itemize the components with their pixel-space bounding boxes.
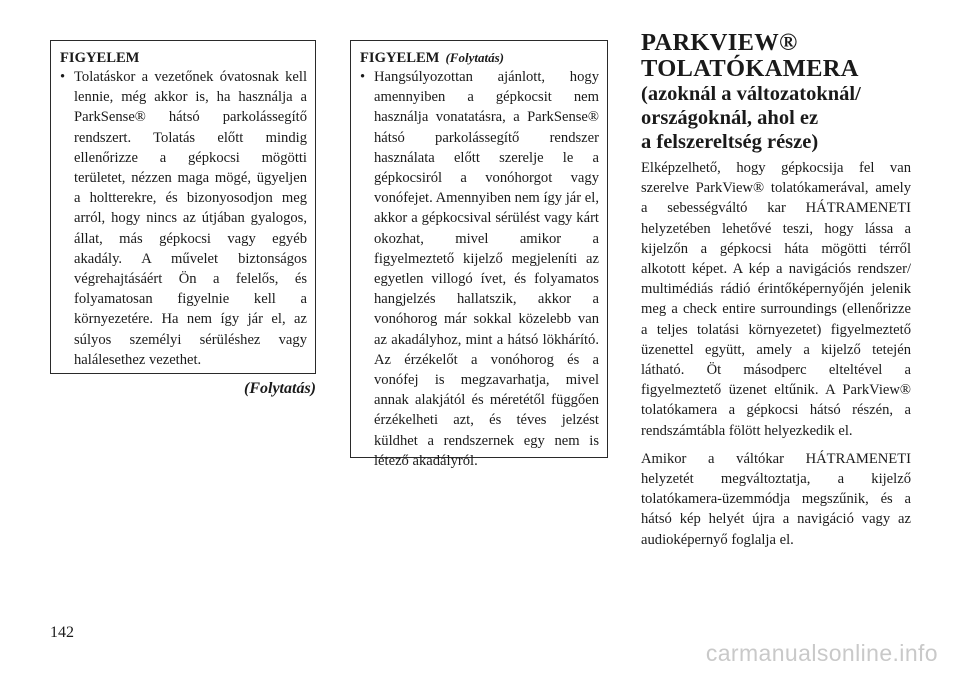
warning-title: FIGYELEM: [60, 50, 140, 66]
warning-text: Tolatáskor a vezetőnek óvatosnak kell lennie, még akkor is, ha használja a ParkSense® hátsó parkolássegítő rendszert. Tolatás előtt mindig ellenőrizze a gépkocsi mögötti területet, nézzen maga mögé, ügyeljen a holtterekre, és bizonyosodjon meg arról, hogy nincs az útjában gyalogos, állat, más gépkocsi vagy egyéb akadály. A művelet biztonságos végrehajtásáért Ön a felelős, és folyamatosan figyelnie kell a környezetére. Ha nem így jár el, az súlyos személyi sérüléshez vagy halálesethez vezethet.: [74, 69, 307, 368]
section-heading-line2: TOLATÓKAMERA: [641, 55, 859, 82]
warning-bullet-item: [60, 67, 307, 370]
page-number: 142: [50, 624, 74, 641]
section-subheading-line2: országoknál, ahol ez: [641, 107, 819, 129]
warning-box-1: [50, 40, 316, 374]
warning-title-text: FIGYELEM: [360, 50, 440, 66]
section-heading-line1: PARKVIEW®: [641, 29, 798, 56]
body-paragraph-1: Elképzelhető, hogy gépkocsija fel van szerelve ParkView® tolatókamerával, amely a sebességváltó kar HÁTRAMENETI helyzetében lehetővé teszi, hogy lássa a kijelzőn a gépkocsi háta mögötti térről alkotott képet. A kép a navigációs rendszer/ multimédiás rádió érintőképernyőjén jelenik meg a check entire surroundings (ellenőrizze a teljes tolatási környezetet) figyelmeztető üzenettel együtt, amely a kijelző tetején látható. Öt másodperc elteltével a figyelmeztető üzenet eltűnik. A ParkView® tolatókamera a gépkocsi hátsó részén, a rendszámtábla fölött helyezkedik el.: [641, 160, 911, 439]
section-parkview: [641, 30, 911, 550]
continued-label: (Folytatás): [244, 380, 316, 397]
section-subheading-line3: a felszereltség része): [641, 131, 819, 153]
body-paragraph-2: Amikor a váltókar HÁTRAMENETI helyzetét megváltoztatja, a kijelző tolatókamera-üzemmódja megszűnik, és a hátsó kép helyét újra a navigáció vagy az audioképernyő foglalja el.: [641, 450, 911, 548]
warning-title: [360, 49, 599, 67]
section-subheading-line1: (azoknál a változatoknál/: [641, 83, 861, 105]
warning-title-continued: (Folytatás): [445, 50, 504, 65]
watermark-text: carmanualsonline.info: [705, 640, 938, 666]
warning-box-2: [350, 40, 608, 469]
bullet: •: [60, 69, 66, 85]
warning-bullet-item: [360, 67, 599, 471]
bullet: •: [360, 69, 366, 85]
warning-text: Hangsúlyozottan ajánlott, hogy amennyiben a gépkocsit nem használja vonatatásra, a ParkSense® hátsó parkolássegítő rendszer használata előtt szerelje le a gépkocsiról a vonóhorgot vagy vonófejet. Amennyiben nem így jár el, akkor a gépkocsival sérülést vagy kárt okozhat, mivel amikor a figyelmeztető kijelző megjeleníti az egyetlen villogó ívet, és folyamatos hangjelzés hallatszik, akkor a vonóhorog már sokkal közelebb van az akadályhoz, mint a hátsó lökhárító. Az érzékelőt a vonóhorog és a vonófej is megzavarhatja, mivel annak alakjától és méretétől függően érzékelheti azt, és téves jelzést küldhet a rendszernek egy nem is létező akadályról.: [374, 69, 599, 469]
